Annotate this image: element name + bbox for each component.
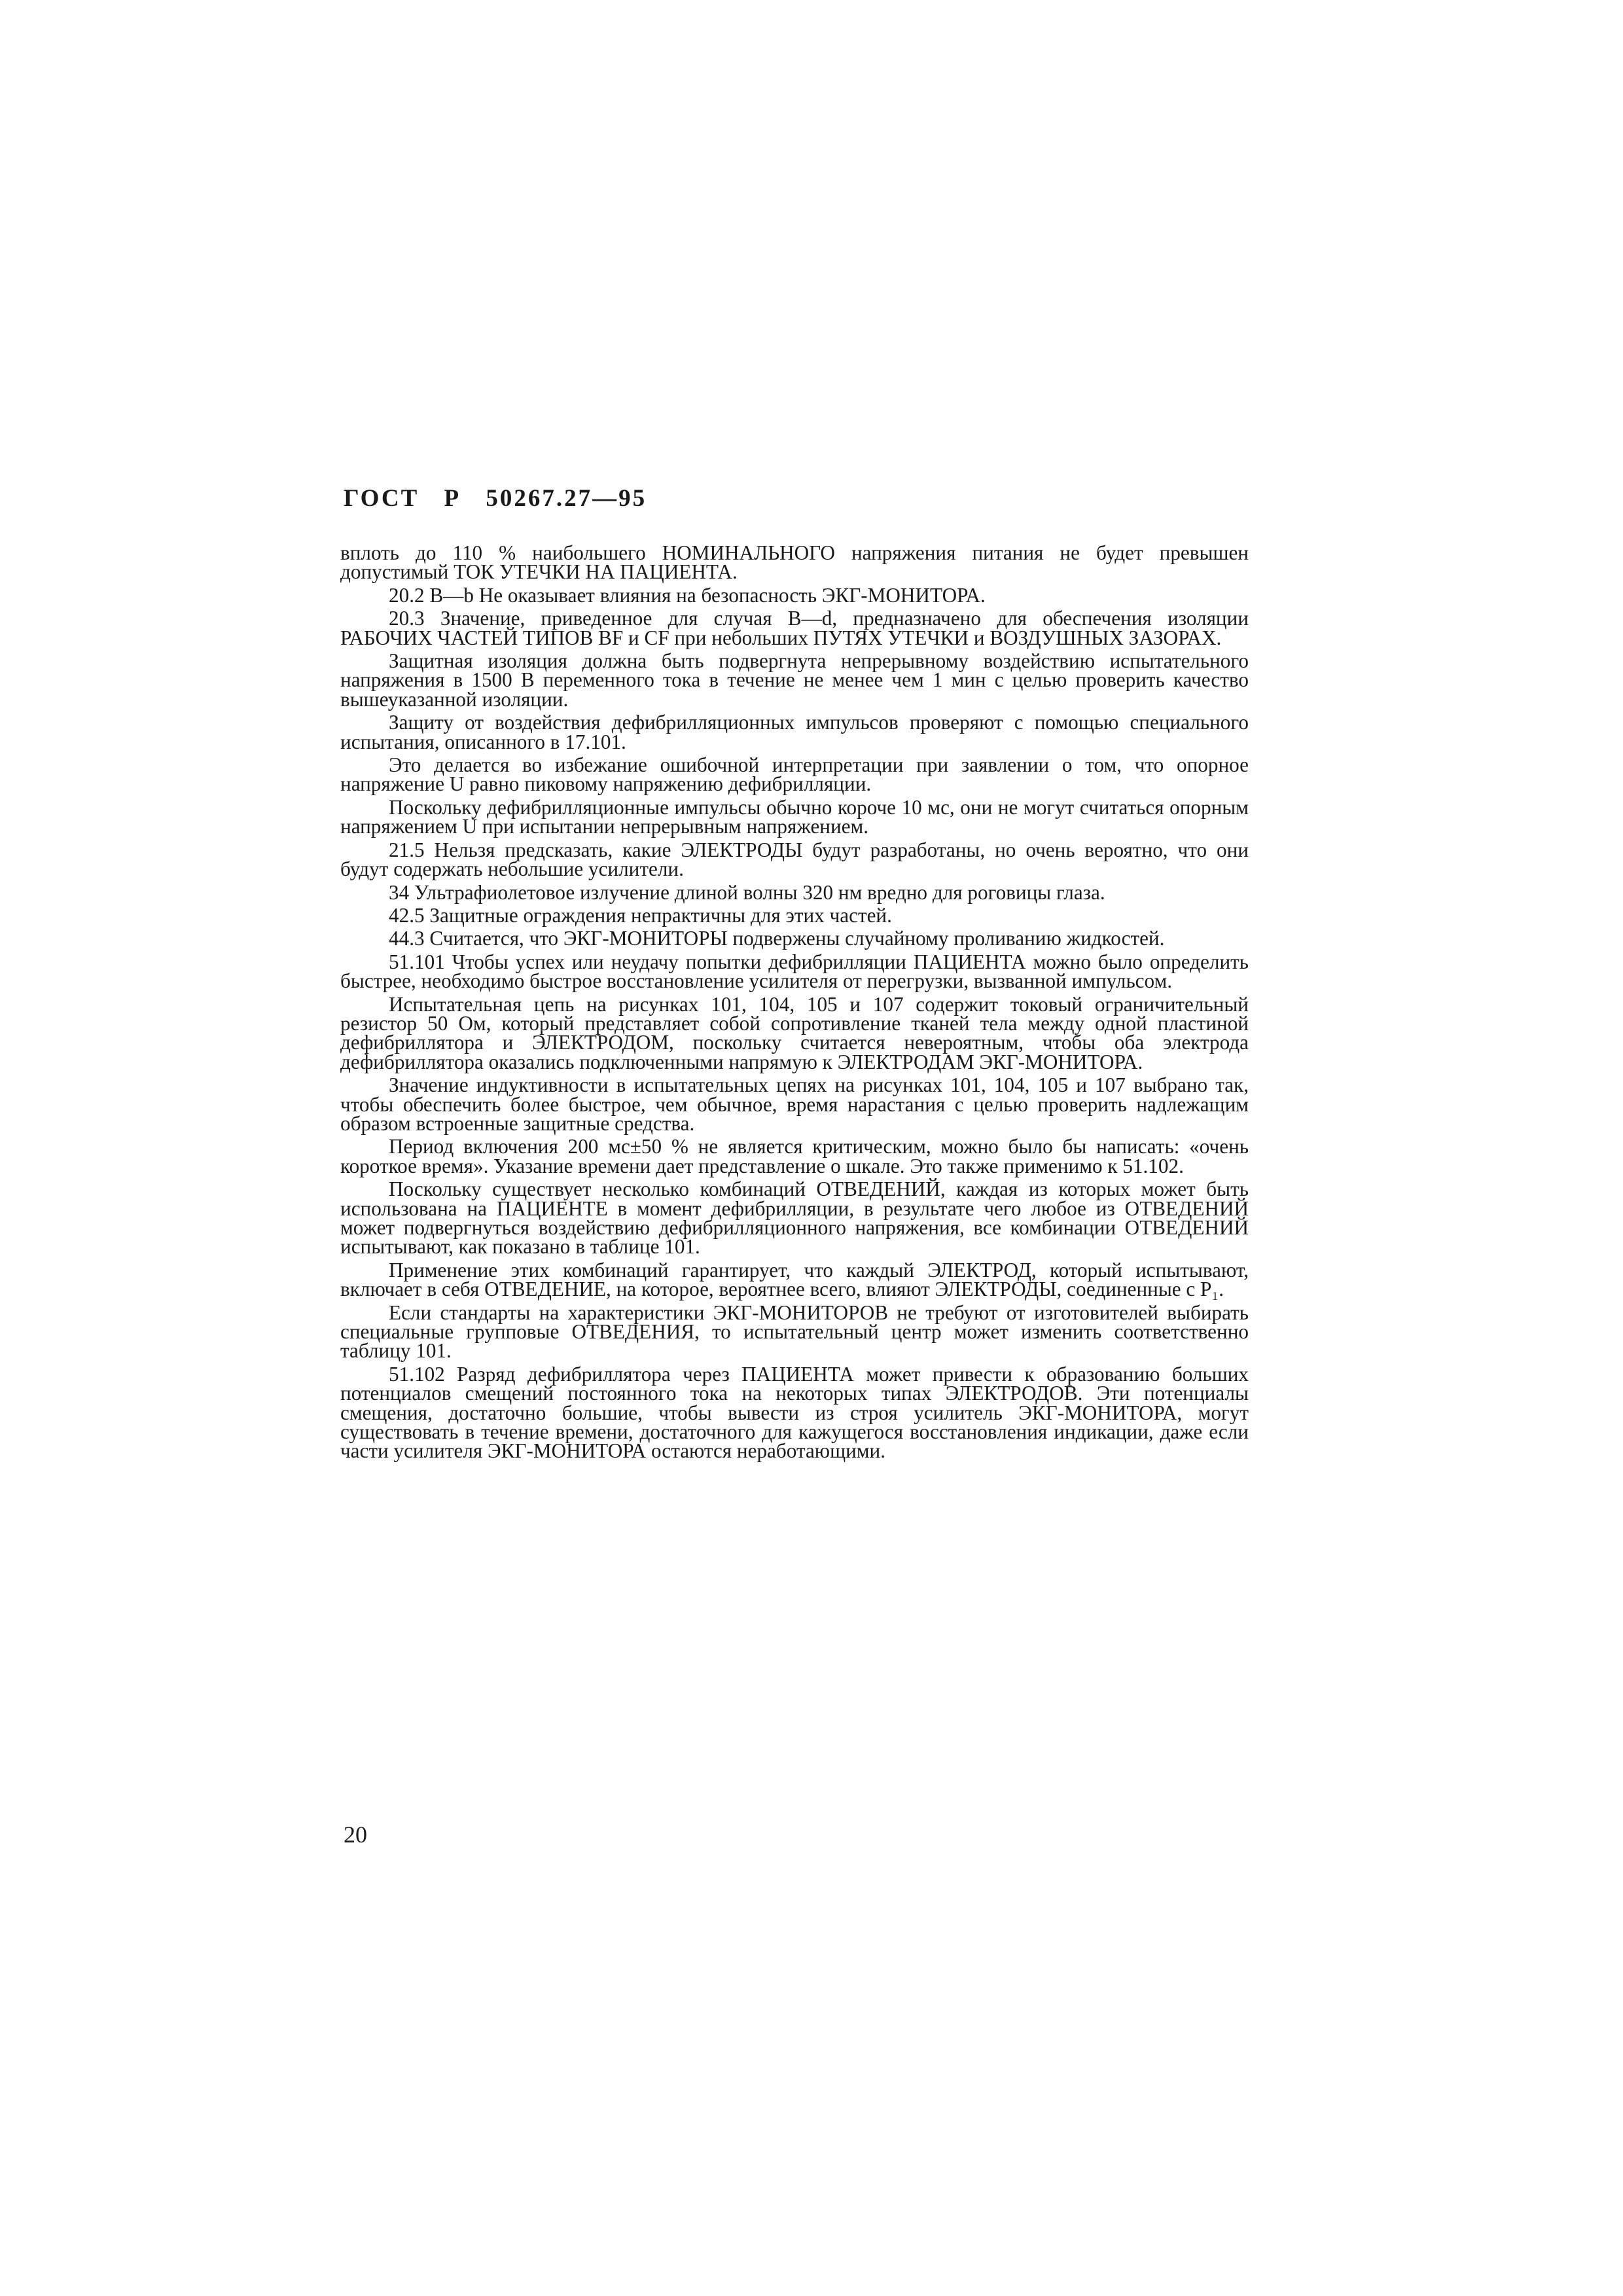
document-body <box>340 543 1249 1465</box>
paragraph: Защитная изоляция должна быть подвергнута непрерывному воздействию испытательного напряжения в 1500 В переменного тока в течение не менее чем 1 мин с целью проверить качество вышеуказанной изоляции. <box>340 649 1249 711</box>
paragraph: Защиту от воздействия дефибрилляционных импульсов проверяют с помощью специального испытания, описанного в 17.101. <box>340 711 1249 753</box>
paragraph: 44.3 Считается, что ЭКГ-МОНИТОРЫ подвержены случайному проливанию жидкостей. <box>389 927 1165 950</box>
paragraph: Период включения 200 мс±50 % не является критическим, можно было бы написать: «очень короткое время». Указание времени дает представление о шкале. Это также применимо к 51.102. <box>340 1135 1249 1177</box>
page-number: 20 <box>344 1821 367 1848</box>
paragraph: вплоть до 110 % наибольшего НОМИНАЛЬНОГО напряжения питания не будет превышен допустимый ТОК УТЕЧКИ НА ПАЦИЕНТА. <box>340 541 1249 584</box>
paragraph: Это делается во избежание ошибочной интерпретации при заявлении о том, что опорное напряжение U равно пиковому напряжению дефибрилляции. <box>340 753 1249 796</box>
paragraph: 20.3 Значение, приведенное для случая В—d, предназначено для обеспечения изоляции РАБОЧИХ ЧАСТЕЙ ТИПОВ BF и CF при небольших ПУТЯХ УТЕЧКИ и ВОЗДУШНЫХ ЗАЗОРАХ. <box>340 607 1249 649</box>
paragraph: 51.102 Разряд дефибриллятора через ПАЦИЕНТА может привести к образованию больших потенциалов смещений постоянного тока на некоторых типах ЭЛЕКТРОДОВ. Эти потенциалы смещения, достаточно большие, чтобы вывести из строя усилитель ЭКГ-МОНИТОРА, могут существовать в течение времени, достаточного для кажущегося восстановления индикации, даже если части усилителя ЭКГ-МОНИТОРА остаются неработающими. <box>340 1362 1249 1463</box>
paragraph: Поскольку существует несколько комбинаций ОТВЕДЕНИЙ, каждая из которых может быть использована на ПАЦИЕНТЕ в момент дефибрилляции, в результате чего любое из ОТВЕДЕНИЙ может подвергнуться воздействию дефибрилляционного напряжения, все комбинации ОТВЕДЕНИЙ испытывают, как показано в таблице 101. <box>340 1177 1249 1259</box>
paragraph: Значение индуктивности в испытательных цепях на рисунках 101, 104, 105 и 107 выбрано так, чтобы обеспечить более быстрое, чем обычное, время нарастания с целью проверить надлежащим образом встроенные защитные средства. <box>340 1073 1249 1135</box>
paragraph: Испытательная цепь на рисунках 101, 104, 105 и 107 содержит токовый ограничительный резистор 50 Ом, который представляет собой сопротивление тканей тела между одной пластиной дефибриллятора и ЭЛЕКТРОДОМ, поскольку считается невероятным, чтобы оба электрода дефибриллятора оказались подключенными напрямую к ЭЛЕКТРОДАМ ЭКГ-МОНИТОРА. <box>340 992 1249 1073</box>
paragraph: 42.5 Защитные ограждения непрактичны для этих частей. <box>389 903 892 927</box>
paragraph: Поскольку дефибрилляционные импульсы обычно короче 10 мс, они не могут считаться опорным напряжением U при испытании непрерывным напряжением. <box>340 795 1249 838</box>
paragraph: Применение этих комбинаций гарантирует, что каждый ЭЛЕКТРОД, который испытывают, включает в себя ОТВЕДЕНИЕ, на которое, вероятнее всего, влияют ЭЛЕКТРОДЫ, соединенные с P₁. <box>340 1258 1249 1301</box>
paragraph: 51.101 Чтобы успех или неудачу попытки дефибрилляции ПАЦИЕНТА можно было определить быстрее, необходимо быстрое восстановление усилителя от перегрузки, вызванной импульсом. <box>340 950 1249 993</box>
document-header: ГОСТ Р 50267.27—95 <box>344 485 647 512</box>
paragraph: Если стандарты на характеристики ЭКГ-МОНИТОРОВ не требуют от изготовителей выбирать специальные групповые ОТВЕДЕНИЯ, то испытательный центр может изменить соответственно таблицу 101. <box>340 1300 1249 1363</box>
paragraph: 21.5 Нельзя предсказать, какие ЭЛЕКТРОДЫ будут разработаны, но очень вероятно, что они будут содержать небольшие усилители. <box>340 838 1249 881</box>
paragraph: 34 Ультрафиолетовое излучение длиной волны 320 нм вредно для роговицы глаза. <box>389 880 1105 904</box>
paragraph: 20.2 В—b Не оказывает влияния на безопасность ЭКГ-МОНИТОРА. <box>389 583 986 607</box>
